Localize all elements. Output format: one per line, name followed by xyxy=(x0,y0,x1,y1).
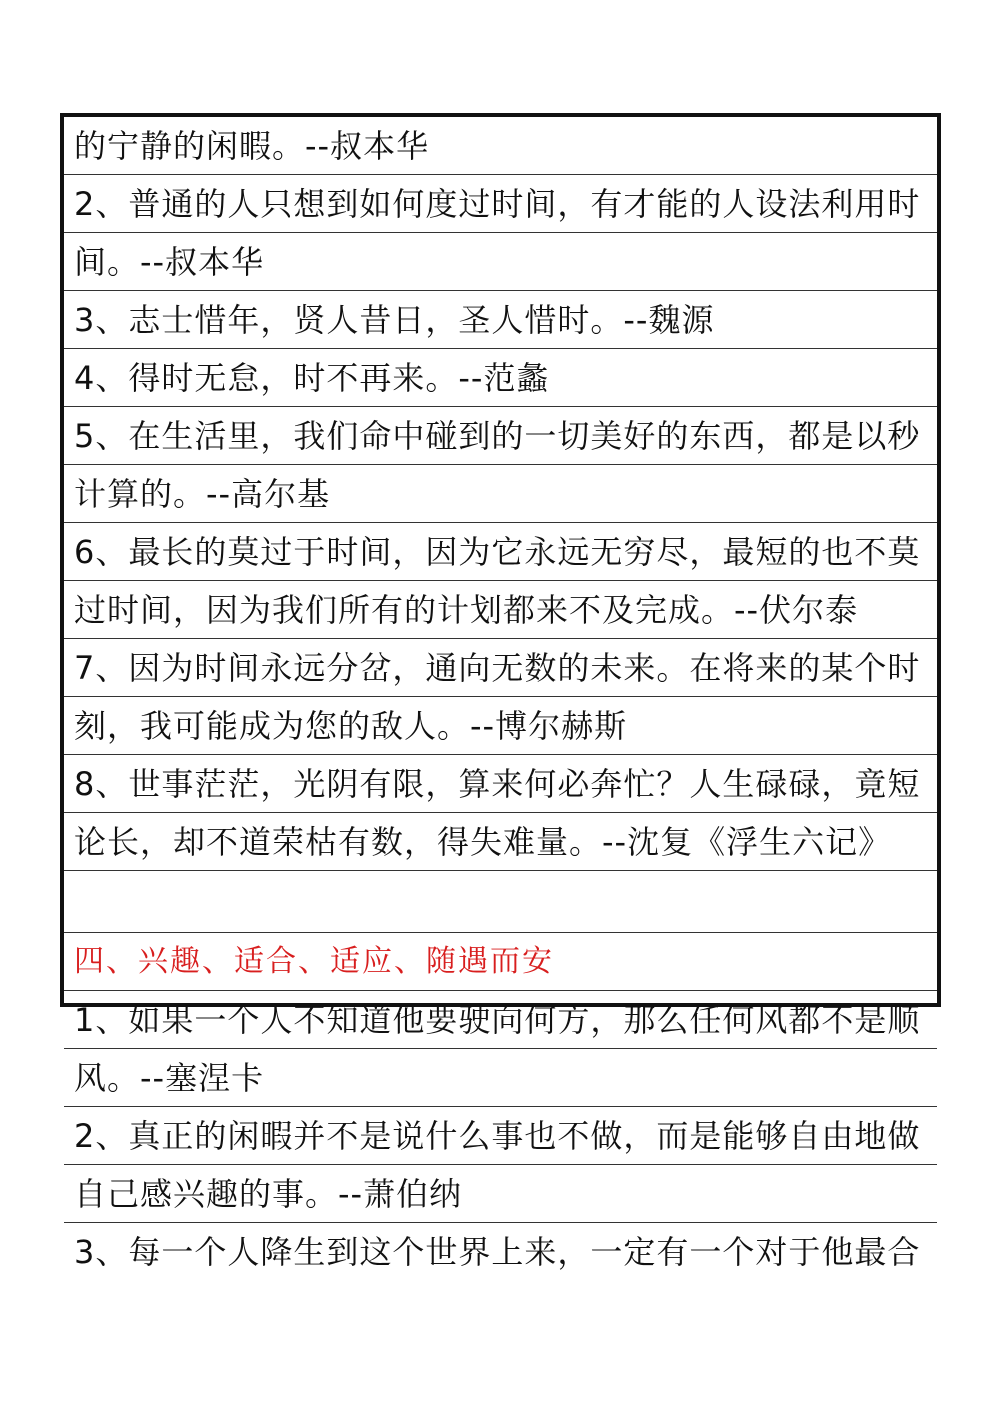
table-row xyxy=(64,291,937,349)
table-row xyxy=(64,639,937,697)
section-heading: 四、兴趣、适合、适应、随遇而安 xyxy=(74,943,554,979)
table-row xyxy=(64,1165,937,1223)
row-text: 8、世事茫茫，光阴有限，算来何必奔忙？人生碌碌，竟短 xyxy=(74,764,921,803)
table-row xyxy=(64,233,937,291)
row-text: 3、每一个人降生到这个世界上来，一定有一个对于他最合 xyxy=(74,1233,921,1271)
row-text: 自己感兴趣的事。--萧伯纳 xyxy=(74,1174,463,1213)
table-row xyxy=(64,1049,937,1107)
row-text: 4、得时无怠，时不再来。--范蠡 xyxy=(74,358,550,397)
table-row xyxy=(64,465,937,523)
row-text: 过时间，因为我们所有的计划都来不及完成。--伏尔泰 xyxy=(74,590,859,629)
row-text: 7、因为时间永远分岔，通向无数的未来。在将来的某个时 xyxy=(74,648,921,687)
row-text: 的宁静的闲暇。--叔本华 xyxy=(74,126,430,165)
row-text: 2、普通的人只想到如何度过时间，有才能的人设法利用时 xyxy=(74,184,921,223)
row-text: 5、在生活里，我们命中碰到的一切美好的东西，都是以秒 xyxy=(74,416,921,455)
table-row xyxy=(64,349,937,407)
section-heading-row xyxy=(64,933,937,991)
row-text: 1、如果一个人不知道他要驶向何方，那么任何风都不是顺 xyxy=(74,1000,921,1039)
table-row xyxy=(64,1107,937,1165)
row-text: 刻，我可能成为您的敌人。--博尔赫斯 xyxy=(74,706,628,745)
row-text: 间。--叔本华 xyxy=(74,242,265,281)
table-row xyxy=(64,523,937,581)
row-text: 论长，却不道荣枯有数，得失难量。--沈复《浮生六记》 xyxy=(74,822,892,861)
row-text: 计算的。--高尔基 xyxy=(74,474,331,513)
empty-row xyxy=(64,871,937,933)
row-text: 风。--塞涅卡 xyxy=(74,1058,265,1097)
table-row xyxy=(64,991,937,1049)
table-row xyxy=(64,697,937,755)
table-row xyxy=(64,407,937,465)
row-text: 6、最长的莫过于时间，因为它永远无穷尽，最短的也不莫 xyxy=(74,532,921,571)
table-row xyxy=(64,813,937,871)
row-text: 2、真正的闲暇并不是说什么事也不做，而是能够自由地做 xyxy=(74,1116,921,1155)
table-row xyxy=(64,1223,937,1281)
table-row xyxy=(64,581,937,639)
table-row xyxy=(64,175,937,233)
table-row xyxy=(64,755,937,813)
quote-table xyxy=(60,113,941,1271)
table-row xyxy=(64,117,937,175)
row-text: 3、志士惜年，贤人昔日，圣人惜时。--魏源 xyxy=(74,300,715,339)
